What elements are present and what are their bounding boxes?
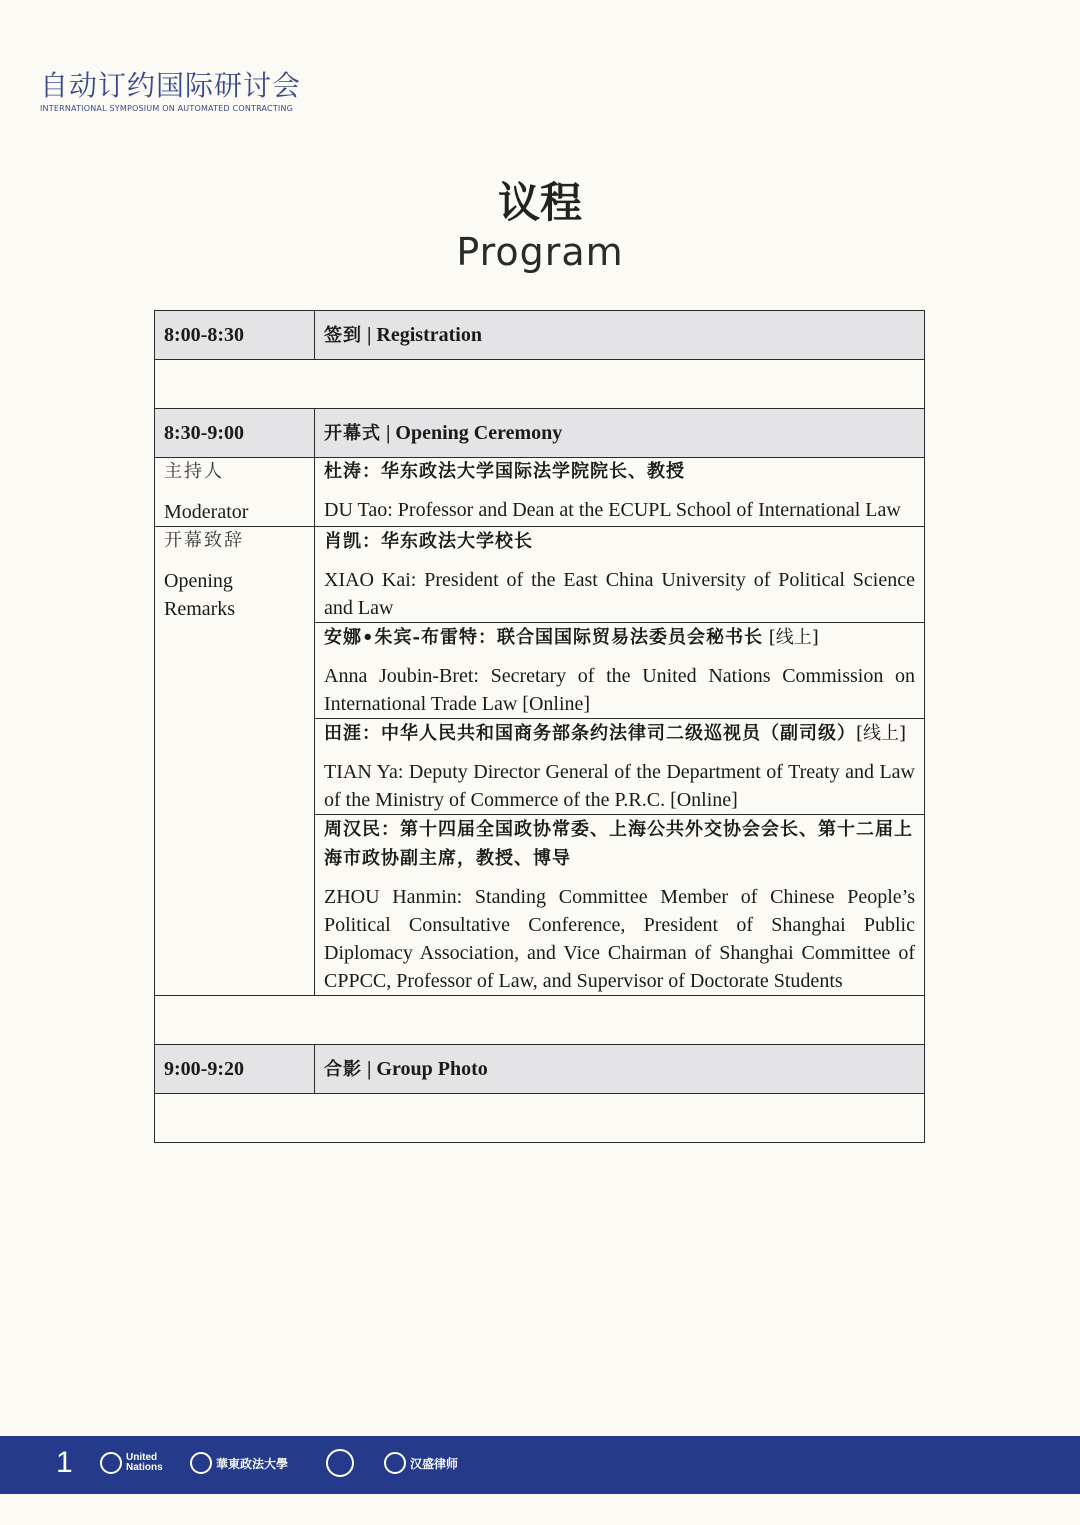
ecupl-logo <box>190 1452 288 1474</box>
role-cell <box>155 527 315 996</box>
online-tag: [线上] <box>762 627 819 648</box>
page-number: 1 <box>56 1446 73 1479</box>
role-cn: 主持人 <box>164 461 224 482</box>
speaker-cell <box>315 719 925 815</box>
speaker-cell <box>315 527 925 623</box>
institute-logo <box>326 1452 354 1477</box>
speaker-cell <box>315 458 925 527</box>
speaker-cell <box>315 623 925 719</box>
hansheng-emblem-icon <box>384 1452 406 1474</box>
session-separator: | <box>362 1057 377 1080</box>
session-time: 8:00-8:30 <box>155 311 315 360</box>
spacer-row <box>155 996 925 1045</box>
session-time: 9:00-9:20 <box>155 1045 315 1094</box>
session-time: 8:30-9:00 <box>155 409 315 458</box>
un-logo-text: United Nations <box>126 1452 163 1473</box>
footer-band <box>0 1436 1080 1494</box>
spacer-row <box>155 360 925 409</box>
session-title <box>315 409 925 458</box>
program-table <box>154 310 925 1143</box>
un-emblem-icon <box>100 1452 122 1474</box>
opening-remarks-row <box>155 527 925 623</box>
speaker-cell <box>315 815 925 996</box>
role-cell <box>155 458 315 527</box>
symposium-header <box>40 70 301 113</box>
speaker-desc-en: DU Tao: Professor and Dean at the ECUPL School of International Law <box>324 499 901 521</box>
un-logo <box>100 1452 166 1474</box>
session-title-cn: 合影 <box>324 1058 362 1080</box>
symposium-title-cn: 自动订约国际研讨会 <box>40 69 302 102</box>
session-row-registration <box>155 311 925 360</box>
hansheng-logo-text: 汉盛律师 <box>410 1456 459 1471</box>
speaker-name-cn: 安娜•朱宾-布雷特：联合国国际贸易法委员会秘书长 <box>324 627 763 648</box>
session-title-en: Opening Ceremony <box>395 421 563 444</box>
speaker-name-cn: 肖凯：华东政法大学校长 <box>324 531 533 552</box>
hansheng-logo <box>384 1452 458 1474</box>
session-title-cn: 签到 <box>324 324 362 346</box>
symposium-title-en: INTERNATIONAL SYMPOSIUM ON AUTOMATED CONTRACTING <box>40 104 294 113</box>
speaker-desc-en: TIAN Ya: Deputy Director General of the Department of Treaty and Law of the Ministry of Commerce of the P.R.C. [Online] <box>324 761 915 811</box>
ecupl-emblem-icon <box>190 1452 212 1474</box>
page-title-cn: 议程 <box>497 178 582 227</box>
session-row-group-photo <box>155 1045 925 1094</box>
session-separator: | <box>381 421 396 444</box>
speaker-desc-en: XIAO Kai: President of the East China University of Political Science and Law <box>324 569 915 619</box>
session-title-cn: 开幕式 <box>324 422 381 444</box>
role-cn: 开幕致辞 <box>164 530 244 551</box>
ecupl-logo-text: 華東政法大學 <box>216 1456 289 1471</box>
speaker-name-cn: 杜涛：华东政法大学国际法学院院长、教授 <box>324 461 685 482</box>
spacer-row <box>155 1094 925 1143</box>
role-en: Moderator <box>164 501 249 523</box>
session-title-en: Group Photo <box>376 1057 488 1080</box>
page-title-en: Program <box>456 230 624 274</box>
moderator-row <box>155 458 925 527</box>
speaker-desc-en: Anna Joubin-Bret: Secretary of the United Nations Commission on International Trade Law [Online] <box>324 665 915 715</box>
speaker-name-cn: 周汉民：第十四届全国政协常委、上海公共外交协会会长、第十二届上海市政协副主席，教授、博导 <box>324 819 913 869</box>
session-title <box>315 311 925 360</box>
role-en: Opening Remarks <box>164 570 236 620</box>
institute-emblem-icon <box>326 1449 354 1477</box>
session-title-en: Registration <box>376 323 482 346</box>
speaker-name-cn: 田涯：中华人民共和国商务部条约法律司二级巡视员（副司级） <box>324 723 856 744</box>
session-separator: | <box>362 323 377 346</box>
speaker-desc-en: ZHOU Hanmin: Standing Committee Member of Chinese People’s Political Consultative Conference, President of Shanghai Public Diplomacy Association, and Vice Chairman of Shanghai Committee of CPPCC, Professor of Law, and Supervisor of Doctorate Students <box>324 886 915 992</box>
session-row-opening-ceremony <box>155 409 925 458</box>
session-title <box>315 1045 925 1094</box>
online-tag: [线上] <box>856 723 907 744</box>
